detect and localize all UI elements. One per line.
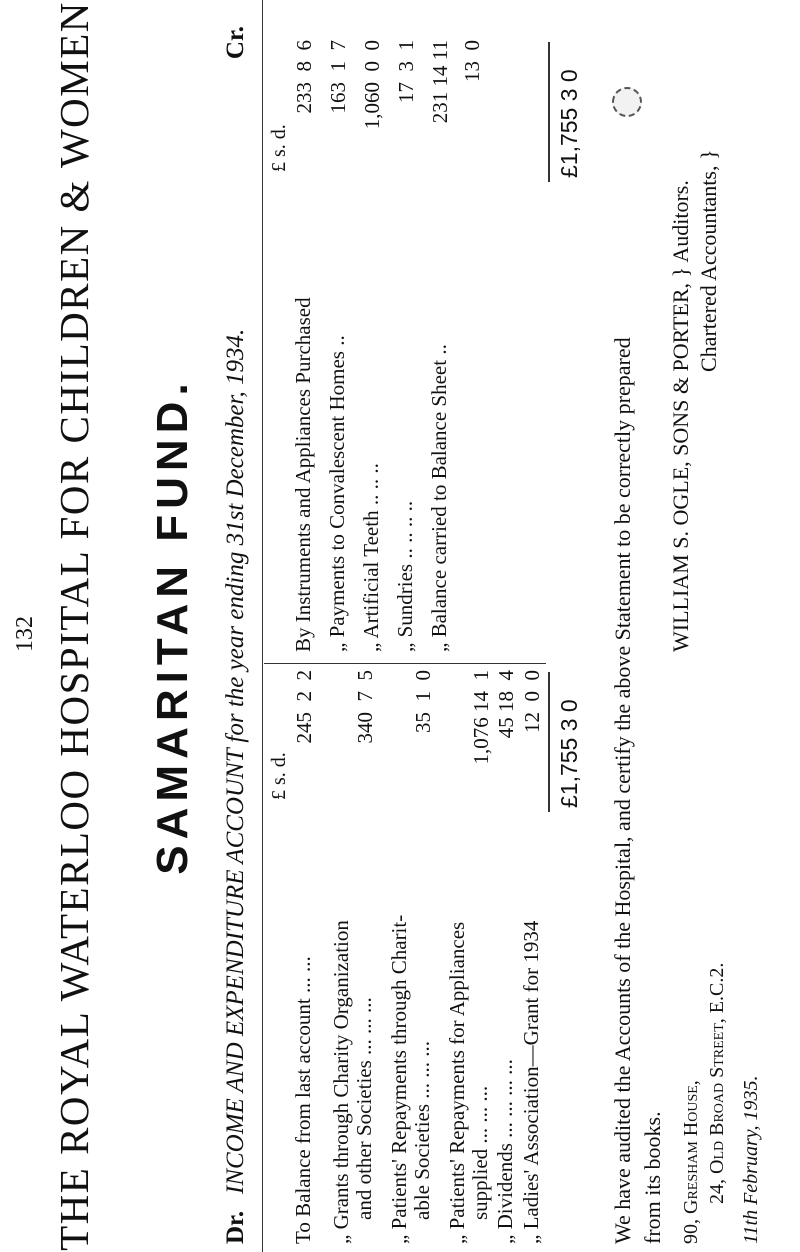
expenditure-row-amount: 17 3 1: [394, 40, 418, 103]
ink-stamp-mark: [612, 87, 642, 117]
fund-title: SAMARITAN FUND.: [148, 377, 197, 875]
income-row: [520, 921, 543, 1244]
expenditure-row-amount: 1,060 0 0: [360, 40, 384, 130]
top-rule: [262, 0, 263, 1252]
income-row-label: „ Dividends ... ... ... ...: [493, 1059, 517, 1244]
expenditure-row-label: „ Balance carried to Balance Sheet ..: [427, 344, 451, 652]
income-row-label: „ Patients' Repayments through Charit-: [387, 914, 411, 1244]
expenditure-row: [394, 501, 417, 652]
income-total: £1,755 3 0: [556, 699, 582, 808]
expenditure-extra-digits: 13 0: [460, 40, 484, 82]
income-row-amount: 12 0 0: [520, 670, 544, 733]
expenditure-row-label: „ Payments to Convalescent Homes ..: [325, 335, 349, 652]
income-row-amount: 45 18 4: [494, 670, 518, 739]
address-line-2: 24, Old Broad Street, E.C.2.: [706, 962, 728, 1204]
income-total-rule: [548, 672, 550, 812]
expenditure-row: [360, 463, 383, 652]
income-row-label: „ Grants through Charity Organization: [329, 920, 353, 1244]
expenditure-row-amount: 163 1 7: [326, 40, 350, 114]
income-row-amount: 1,076 14 1: [469, 670, 493, 765]
income-row-label: supplied ... ... ...: [468, 1085, 492, 1220]
income-row-label: „ Ladies' Association—Grant for 1934: [519, 920, 543, 1244]
debit-label: Dr.: [222, 1210, 249, 1244]
expenditure-row-label: „ Artificial Teeth .. .. ..: [359, 463, 383, 652]
hospital-title: THE ROYAL WATERLOO HOSPITAL FOR CHILDREN & WOMEN: [51, 1, 97, 1251]
expenditure-total: £1,755 3 0: [556, 69, 582, 178]
page-number: 132: [12, 616, 38, 652]
certification-line-1: We have audited the Accounts of the Hospital, and certify the above Statement to be correctly prepared: [610, 337, 635, 1244]
expenditure-row: [326, 335, 349, 652]
income-row: [494, 1059, 517, 1244]
income-row-label: and other Societies ... ... ...: [352, 997, 376, 1220]
credit-label: Cr.: [222, 26, 249, 60]
expenditure-total-rule: [548, 42, 550, 182]
column-divider: [264, 663, 546, 664]
date: 11th February, 1935.: [740, 1075, 762, 1244]
auditors-title: Chartered Accountants, }: [696, 149, 721, 372]
expenditure-row-amount: 233 8 6: [292, 40, 316, 114]
statement-title: INCOME AND EXPENDITURE ACCOUNT for the year ending 31st December, 1934.: [222, 328, 249, 1194]
certification-line-2: from its books.: [640, 1111, 665, 1244]
income-row-label: To Balance from last account ... ...: [291, 956, 315, 1244]
expenditure-row-label: „ Sundries .. .. .. ..: [393, 500, 417, 652]
income-row-label: „ Patients' Repayments for Appliances: [445, 921, 469, 1244]
income-currency-header: £ s. d.: [268, 752, 290, 800]
expenditure-row: [292, 297, 315, 652]
income-row-amount: 35 1 0: [411, 670, 435, 733]
expenditure-row-label: By Instruments and Appliances Purchased: [291, 297, 315, 652]
income-row: [446, 922, 492, 1244]
expenditure-row-amount: 231 14 11: [428, 40, 452, 124]
auditors-name: WILLIAM S. OGLE, SONS & PORTER, } Auditors.: [668, 180, 693, 652]
income-row-label: able Societies ... ... ...: [410, 1040, 434, 1220]
income-row-amount: 245 2 2: [292, 670, 316, 744]
income-row: [388, 915, 434, 1244]
expenditure-row: [428, 344, 451, 652]
income-row: [330, 920, 376, 1244]
expenditure-currency-header: £ s. d.: [268, 124, 290, 172]
income-row-amount: 340 7 5: [353, 670, 377, 744]
income-row: [292, 956, 315, 1244]
address-line-1: 90, Gresham House,: [680, 1080, 702, 1244]
